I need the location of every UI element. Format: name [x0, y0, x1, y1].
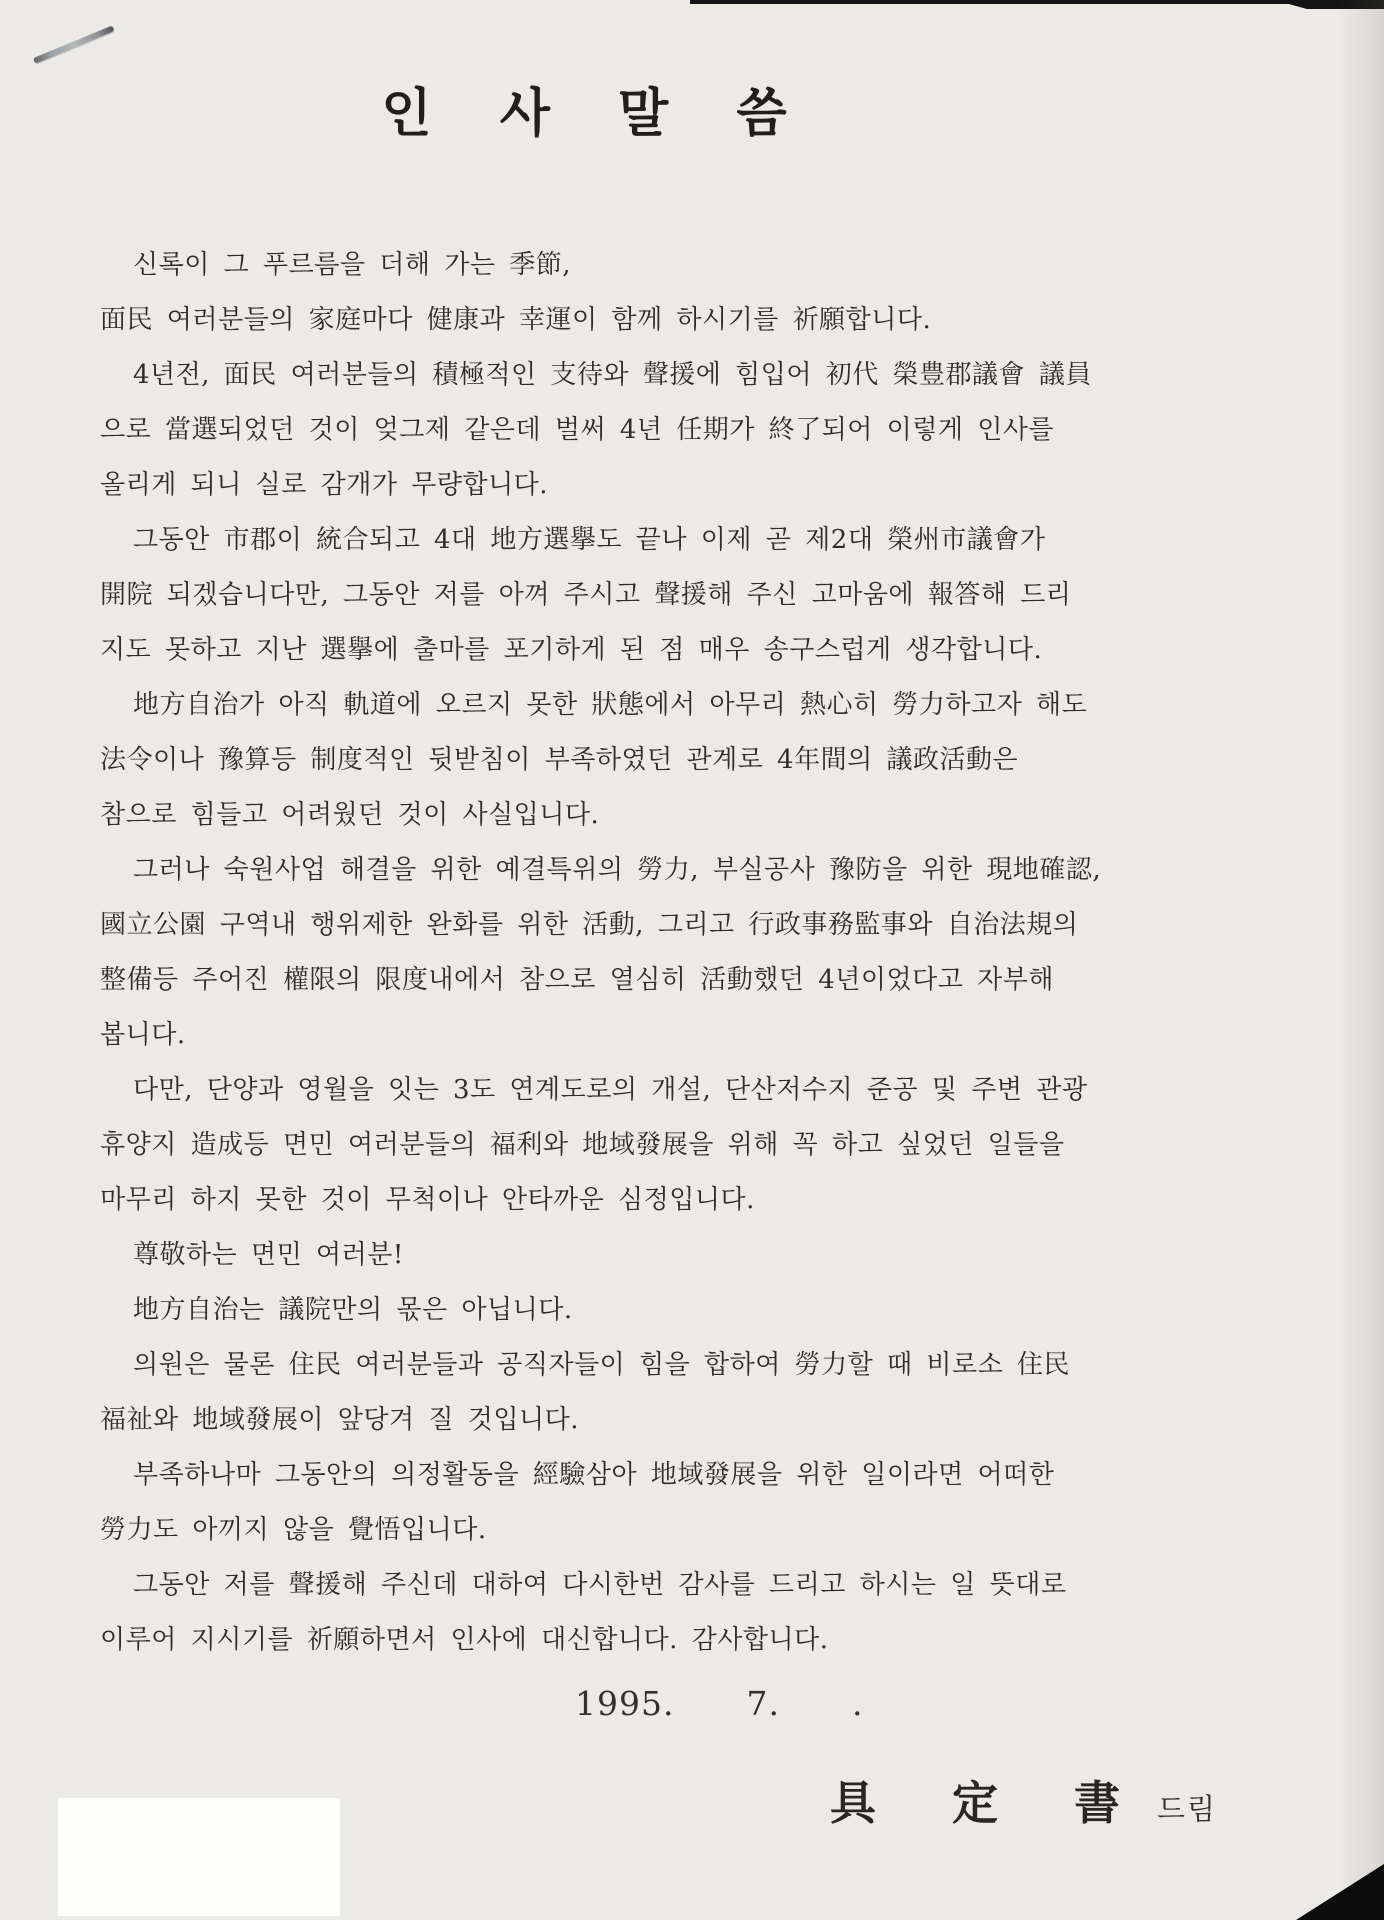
body-line: 面民 여러분들의 家庭마다 健康과 幸運이 함께 하시기를 祈願합니다. [100, 305, 932, 335]
body-line: 그동안 저를 聲援해 주신데 대하여 다시한번 감사를 드리고 하시는 일 뜻대로 [133, 1570, 1067, 1600]
body-line: 의원은 물론 住民 여러분들과 공직자들이 힘을 합하여 勞力할 때 비로소 住民 [133, 1350, 1071, 1380]
date-day: . [851, 1683, 864, 1723]
date-month: 7. [746, 1683, 780, 1723]
signature-line [830, 1772, 1217, 1834]
body-line: 봅니다. [100, 1020, 186, 1050]
body-line: 尊敬하는 면민 여러분! [133, 1240, 404, 1270]
body-line: 올리게 되니 실로 감개가 무량합니다. [100, 470, 549, 500]
body-line: 휴양지 造成등 면민 여러분들의 福利와 地域發展을 위해 꼭 하고 싶었던 일들을 [100, 1130, 1065, 1160]
staple-mark [33, 25, 115, 63]
body-line: 그러나 숙원사업 해결을 위한 예결특위의 勞力, 부실공사 豫防을 위한 現地確認, [133, 855, 1102, 885]
body-line: 福祉와 地域發展이 앞당겨 질 것입니다. [100, 1405, 579, 1435]
body-line: 法令이나 豫算등 制度적인 뒷받침이 부족하였던 관계로 4年間의 議政活動은 [100, 745, 1019, 775]
body-line: 지도 못하고 지난 選擧에 출마를 포기하게 된 점 매우 송구스럽게 생각합니다. [100, 635, 1043, 665]
body-line: 開院 되겠습니다만, 그동안 저를 아껴 주시고 聲援해 주신 고마움에 報答해 드리 [100, 580, 1072, 610]
body-line: 마무리 하지 못한 것이 무척이나 안타까운 심정입니다. [100, 1185, 755, 1215]
document-body [100, 238, 1350, 1668]
body-line: 整備등 주어진 權限의 限度내에서 참으로 열심히 活動했던 4년이었다고 자부해 [100, 965, 1054, 995]
whiteout-patch [58, 1798, 340, 1916]
body-line: 勞力도 아끼지 않을 覺悟입니다. [100, 1515, 487, 1545]
body-line: 地方自治는 議院만의 몫은 아닙니다. [133, 1295, 573, 1325]
document-title: 인 사 말 씀 [381, 83, 789, 144]
body-line: 4년전, 面民 여러분들의 積極적인 支待와 聲援에 힘입어 初代 榮豊郡議會 議員 [133, 360, 1092, 390]
date-line [575, 1678, 863, 1728]
body-line: 그동안 市郡이 統合되고 4대 地方選擧도 끝나 이제 곧 제2대 榮州市議會가 [133, 525, 1046, 555]
body-line: 으로 當選되었던 것이 엊그제 같은데 벌써 4년 任期가 終了되어 이렇게 인사를 [100, 415, 1055, 445]
body-line: 참으로 힘들고 어려웠던 것이 사실입니다. [100, 800, 600, 830]
body-line: 地方自治가 아직 軌道에 오르지 못한 狀態에서 아무리 熱心히 勞力하고자 해도 [133, 690, 1088, 720]
signature-name: 具 定 書 [830, 1776, 1122, 1830]
body-line: 이루어 지시기를 祈願하면서 인사에 대신합니다. 감사합니다. [100, 1625, 829, 1655]
date-year: 1995. [575, 1683, 675, 1723]
signature-suffix: 드림 [1157, 1792, 1218, 1826]
body-line: 부족하나마 그동안의 의정활동을 經驗삼아 地域發展을 위한 일이라면 어떠한 [133, 1460, 1055, 1490]
body-line: 신록이 그 푸르름을 더해 가는 季節, [133, 250, 571, 280]
body-line: 다만, 단양과 영월을 잇는 3도 연계도로의 개설, 단산저수지 준공 및 주변 관광 [133, 1075, 1088, 1105]
body-line: 國立公園 구역내 행위제한 완화를 위한 活動, 그리고 行政事務監事와 自治法規의 [100, 910, 1079, 940]
